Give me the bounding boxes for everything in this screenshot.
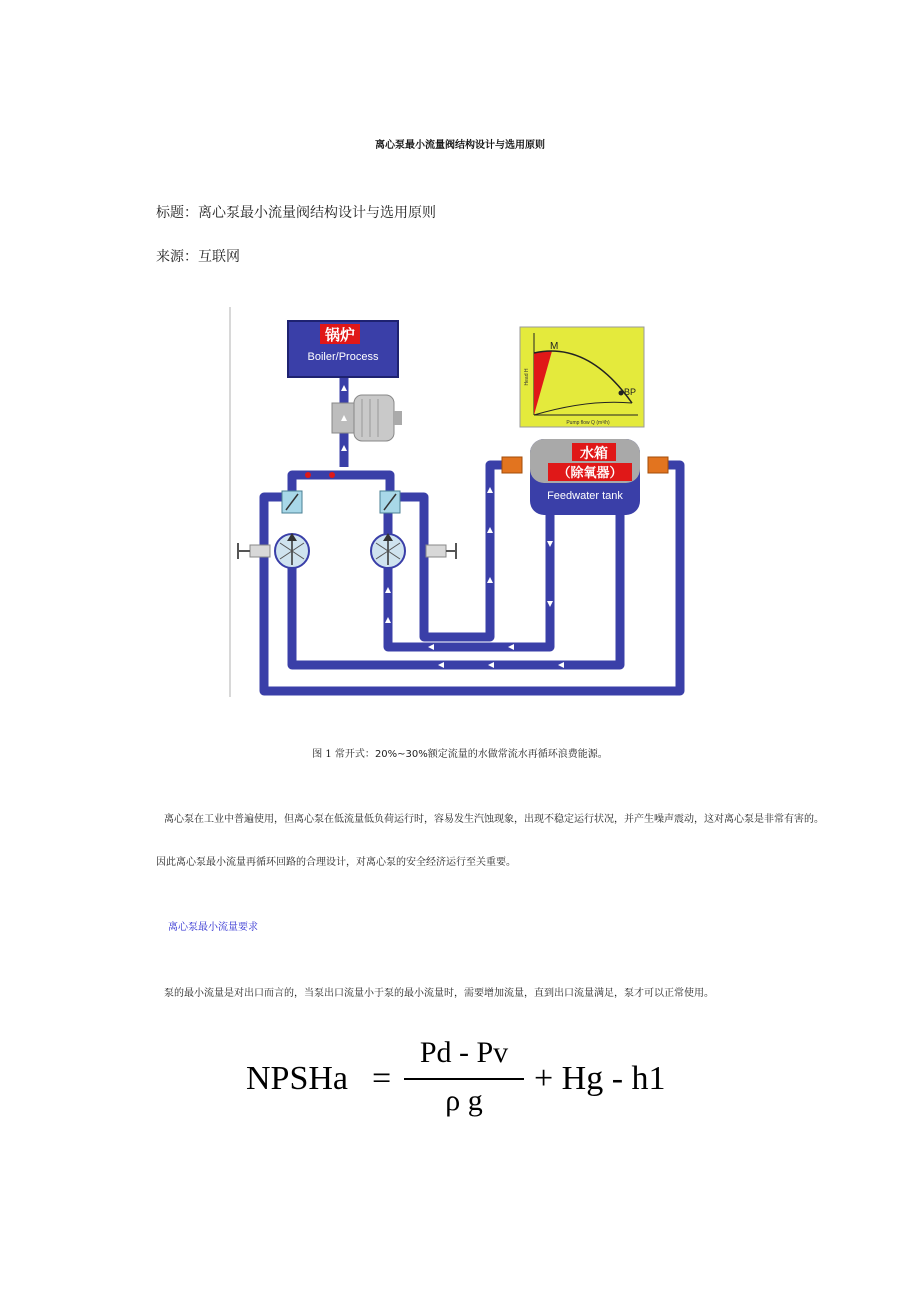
flow-dot xyxy=(305,472,311,478)
tank-label-cn-1: 水箱 xyxy=(580,446,608,462)
tank-label-cn-2: （除氧器） xyxy=(557,466,623,481)
source-line: 来源：互联网 xyxy=(156,249,240,265)
section-heading: 离心泵最小流量要求 xyxy=(168,922,258,933)
caption-suffix: 额定流量的水做常流水再循环浪费能源。 xyxy=(427,749,608,760)
fraction-bar xyxy=(404,1078,524,1080)
pump-right-icon xyxy=(371,533,405,568)
flow-dot xyxy=(329,472,335,478)
graph-label-bp: BP xyxy=(624,387,637,397)
check-valve-right-icon xyxy=(380,491,400,513)
pump-curve-graph xyxy=(520,327,644,427)
check-valve-left-icon xyxy=(282,491,302,513)
boiler-label-en: Boiler/Process xyxy=(307,351,379,363)
graph-axis-y: Head H xyxy=(524,368,530,386)
npsha-formula xyxy=(246,1036,686,1126)
paragraph-1: 离心泵在工业中普遍使用，但离心泵在低流量低负荷运行时，容易发生汽蚀现象，出现不稳定运行状况，并产生噪声震动，这对离心泵是非常有害的。 xyxy=(164,814,824,825)
heading-line: 标题：离心泵最小流量阀结构设计与选用原则 xyxy=(156,205,436,221)
formula-rhs: + Hg - h1 xyxy=(534,1060,666,1097)
formula-denominator: ρ g xyxy=(445,1084,483,1117)
figure-caption xyxy=(0,745,920,760)
caption-prefix: 图 1 常开式： xyxy=(312,749,375,760)
tank-label-en: Feedwater tank xyxy=(547,490,623,502)
graph-axis-x: Pump flow Q (m³/h) xyxy=(566,420,610,426)
formula-numerator: Pd - Pv xyxy=(419,1036,509,1069)
paragraph-3: 泵的最小流量是对出口而言的，当泵出口流量小于泵的最小流量时，需要增加流量，直到出口流量满足，泵才可以正常使用。 xyxy=(164,988,714,999)
system-diagram xyxy=(228,307,690,699)
pump-recirculation-diagram xyxy=(228,307,690,699)
formula-lhs: NPSHa xyxy=(246,1060,349,1097)
caption-range: 20%~30% xyxy=(374,749,428,760)
formula-fraction xyxy=(404,1036,524,1126)
pump-left-icon xyxy=(275,533,309,568)
paragraph-2: 因此离心泵最小流量再循环回路的合理设计，对离心泵的安全经济运行至关重要。 xyxy=(156,857,516,868)
graph-label-m: M xyxy=(550,341,559,352)
document-title: 离心泵最小流量阀结构设计与选用原则 xyxy=(375,140,545,151)
formula-equals: = xyxy=(372,1060,392,1097)
boiler-label-cn: 锅炉 xyxy=(324,326,356,344)
boiler-block xyxy=(288,321,398,377)
